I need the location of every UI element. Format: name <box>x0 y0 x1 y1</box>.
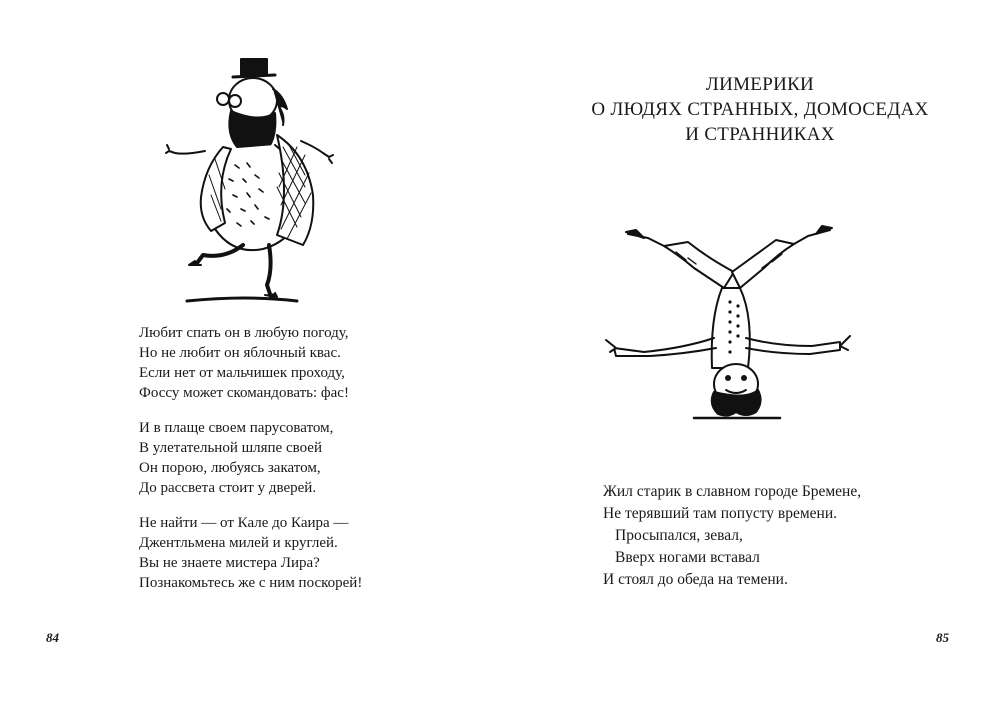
section-title <box>570 72 950 147</box>
upside-down-man-icon <box>598 222 860 422</box>
stanza-line: До рассвета стоит у дверей. <box>139 480 317 496</box>
stanza-line: Фоссу может скомандовать: фас! <box>139 385 349 401</box>
upside-down-man-illustration <box>598 222 860 422</box>
limerick-line: Не терявший там попусту времени. <box>603 505 837 522</box>
stanza-line: Познакомьтесь же с ним поскорей! <box>139 575 363 591</box>
stanza-3 <box>139 513 439 593</box>
stanza-line: Не найти — от Кале до Каира — <box>139 515 349 531</box>
stanza-line: Если нет от мальчишек проходу, <box>139 365 345 381</box>
right-page <box>500 0 1000 717</box>
stanza-1 <box>139 323 439 403</box>
title-line: И СТРАННИКАХ <box>685 124 835 145</box>
title-line: О ЛЮДЯХ СТРАННЫХ, ДОМОСЕДАХ <box>591 99 929 120</box>
stanza-line: Джентльмена милей и круглей. <box>139 535 338 551</box>
stanza-line: Любит спать он в любую погоду, <box>139 325 349 341</box>
stanza-line: И в плаще своем парусоватом, <box>139 420 334 436</box>
limerick-line: И стоял до обеда на темени. <box>603 571 788 588</box>
page-number-right: 85 <box>936 630 949 645</box>
stanza-line: В улетательной шляпе своей <box>139 440 322 456</box>
limerick-line: Вверх ногами вставал <box>615 549 760 566</box>
poem-stanzas <box>139 323 439 608</box>
limerick-line: Просыпался, зевал, <box>615 527 743 544</box>
dancing-gentleman-icon <box>165 55 345 310</box>
stanza-line: Он порою, любуясь закатом, <box>139 460 321 476</box>
stanza-2 <box>139 418 439 498</box>
title-line: ЛИМЕРИКИ <box>705 74 815 95</box>
page-number-left: 84 <box>46 630 59 645</box>
limerick <box>603 481 963 591</box>
dancing-gentleman-illustration <box>165 55 345 310</box>
limerick-line: Жил старик в славном городе Бремене, <box>603 483 862 500</box>
stanza-line: Но не любит он яблочный квас. <box>139 345 341 361</box>
stanza-line: Вы не знаете мистера Лира? <box>139 555 320 571</box>
